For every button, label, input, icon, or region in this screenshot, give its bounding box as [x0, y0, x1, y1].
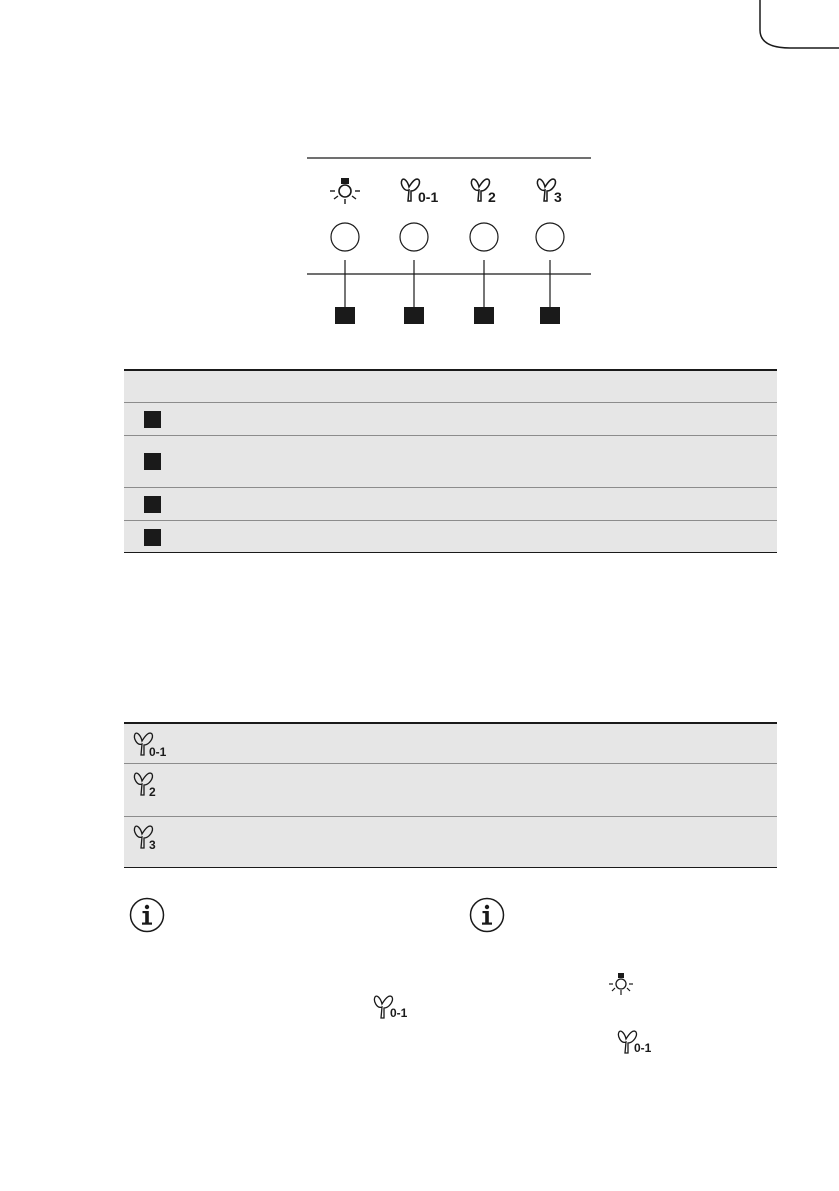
fan-icon: [471, 179, 496, 205]
svg-text:0-1: 0-1: [634, 1041, 652, 1055]
info-icon: [469, 897, 505, 933]
callout-marker: [540, 307, 560, 324]
fan-icon: [537, 179, 562, 205]
fan-speed-row: [124, 763, 777, 816]
legend-table: [124, 369, 777, 553]
fan-icon: [130, 823, 170, 853]
fan-speed-table: [124, 722, 777, 868]
info-icon: [129, 897, 165, 933]
callout-marker: [404, 307, 424, 324]
legend-row: [124, 520, 777, 553]
callout-marker: [144, 529, 161, 546]
fan-speed-label: 2: [488, 189, 496, 205]
fan-icon: [401, 179, 438, 205]
control-panel-diagram: [0, 0, 839, 360]
svg-text:0-1: 0-1: [149, 745, 167, 759]
callout-marker: [474, 307, 494, 324]
fan-speed-row: [124, 816, 777, 868]
legend-table-header: [124, 369, 777, 402]
svg-text:3: 3: [149, 838, 156, 852]
svg-text:0-1: 0-1: [390, 1006, 408, 1020]
legend-row: [124, 487, 777, 520]
light-bulb-icon: [330, 178, 360, 204]
legend-row: [124, 402, 777, 435]
callout-marker: [144, 453, 161, 470]
callout-marker: [144, 411, 161, 428]
fan-icon: [373, 995, 417, 1021]
fan-speed-label: 0-1: [418, 189, 439, 205]
fan-icon: [130, 770, 170, 800]
fan-icon: [130, 730, 170, 760]
legend-row: [124, 435, 777, 487]
callout-marker: [144, 496, 161, 513]
fan-speed-label: 3: [554, 189, 562, 205]
svg-text:2: 2: [149, 785, 156, 799]
callout-marker: [335, 307, 355, 324]
fan-icon: [617, 1030, 665, 1056]
light-bulb-icon: [608, 971, 634, 997]
fan-speed-row: [124, 722, 777, 763]
